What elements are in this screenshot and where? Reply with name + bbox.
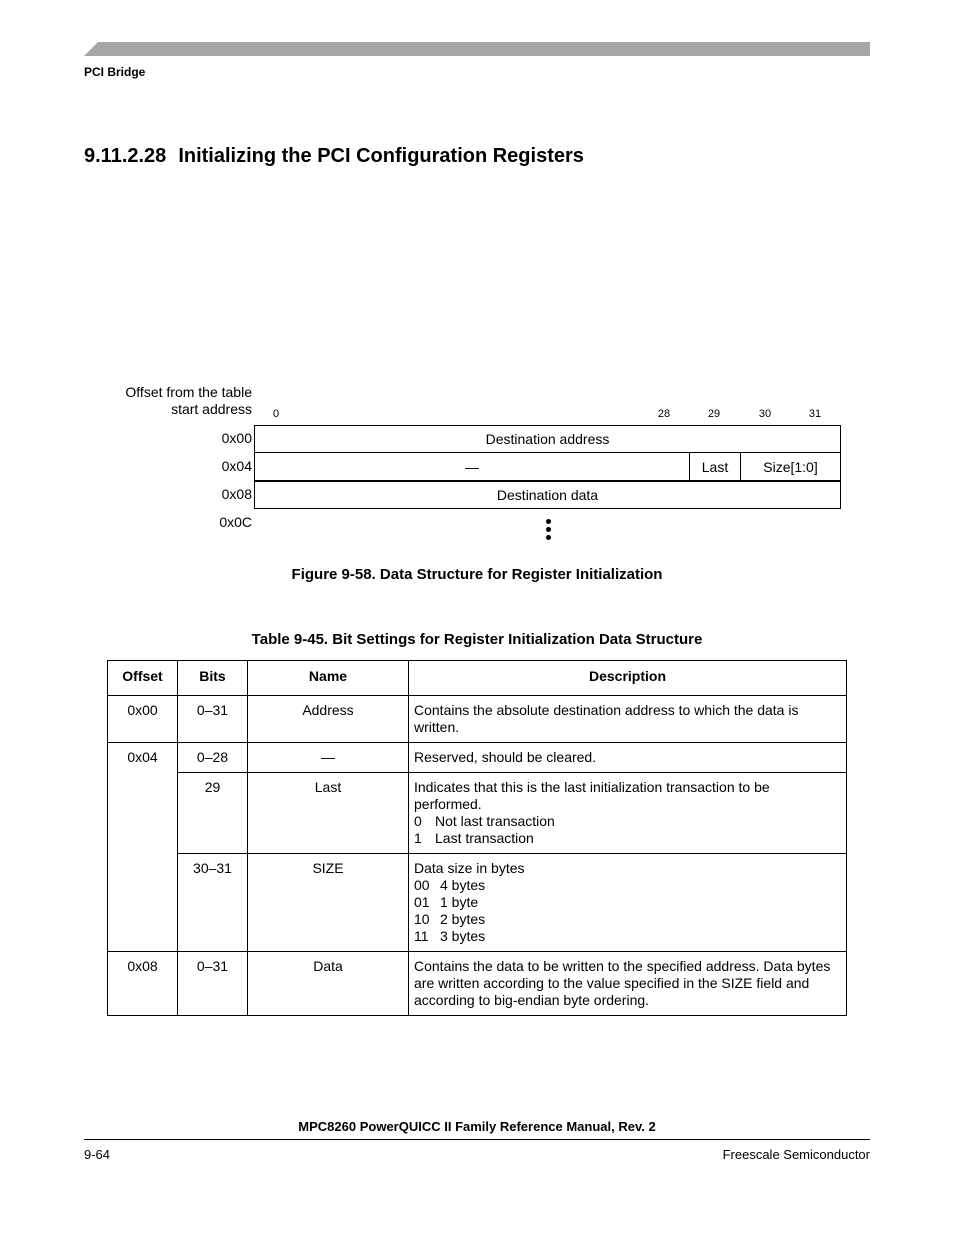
name-cell: Last	[248, 773, 409, 854]
register-field: Last	[690, 453, 741, 480]
bits-cell: 0–31	[178, 952, 248, 1016]
register-row-0x04	[254, 453, 841, 481]
footer-title: MPC8260 PowerQUICC II Family Reference Manual, Rev. 2	[298, 1119, 656, 1134]
table-row	[108, 952, 847, 1016]
bits-cell: 30–31	[178, 854, 248, 952]
offset-label: 0x08	[221, 486, 252, 502]
description-cell	[409, 773, 847, 854]
name-cell: Data	[248, 952, 409, 1016]
description-cell	[409, 854, 847, 952]
bits-cell: 29	[178, 773, 248, 854]
table-row	[108, 854, 847, 952]
section-heading	[84, 145, 584, 168]
column-header: Name	[248, 661, 409, 696]
description-cell: Contains the absolute destination address to which the data is written.	[409, 696, 847, 743]
bit-number-0: 0	[272, 408, 280, 420]
encoding-code: 1	[414, 830, 422, 846]
encoding-meaning: 4 bytes	[440, 877, 486, 893]
header-bar	[84, 42, 870, 56]
name-cell: —	[248, 743, 409, 773]
footer-divider	[84, 1139, 870, 1140]
encoding-meaning: 3 bytes	[440, 928, 486, 944]
bits-cell: 0–28	[178, 743, 248, 773]
table-row	[108, 773, 847, 854]
section-label: PCI Bridge	[84, 65, 146, 79]
bit-settings-table	[107, 660, 847, 1016]
table-header-row	[108, 661, 847, 696]
page-number: 9-64	[84, 1147, 111, 1162]
bit-number-28: 28	[657, 408, 671, 420]
register-field: —	[255, 453, 690, 480]
encoding-meaning: Last transaction	[435, 830, 534, 846]
offset-cell: 0x00	[108, 696, 178, 743]
bit-number-29: 29	[707, 408, 721, 420]
encoding-code: 00	[414, 877, 430, 893]
offset-caption	[100, 384, 252, 418]
table-caption: Table 9-45. Bit Settings for Register Initialization Data Structure	[251, 631, 703, 648]
bit-number-30: 30	[758, 408, 772, 420]
description-text: Data size in bytes	[414, 860, 525, 876]
table-row	[108, 696, 847, 743]
register-row-0x00	[254, 425, 841, 453]
encoding-item	[414, 877, 841, 894]
section-title: Initializing the PCI Configuration Registers	[178, 145, 584, 167]
bit-number-31: 31	[808, 408, 822, 420]
description-cell: Reserved, should be cleared.	[409, 743, 847, 773]
encoding-code: 01	[414, 894, 430, 910]
column-header: Bits	[178, 661, 248, 696]
encoding-code: 10	[414, 911, 430, 927]
column-header: Description	[409, 661, 847, 696]
table-row	[108, 743, 847, 773]
offset-label: 0x0C	[219, 514, 252, 530]
encoding-item	[414, 928, 841, 945]
bits-cell: 0–31	[178, 696, 248, 743]
offset-cell: 0x08	[108, 952, 178, 1016]
encoding-item	[414, 813, 841, 830]
offset-cell: 0x04	[108, 743, 178, 952]
offset-label: 0x04	[221, 458, 252, 474]
encoding-meaning: 1 byte	[440, 894, 479, 910]
encoding-meaning: 2 bytes	[440, 911, 486, 927]
description-text: Indicates that this is the last initialization transaction to be performed.	[414, 779, 770, 812]
company-name: Freescale Semiconductor	[722, 1147, 870, 1162]
offset-label: 0x00	[221, 430, 252, 446]
offset-caption-line2: start address	[171, 401, 252, 417]
encoding-item	[414, 830, 841, 847]
name-cell: Address	[248, 696, 409, 743]
register-field: Size[1:0]	[763, 458, 818, 475]
name-cell: SIZE	[248, 854, 409, 952]
section-number: 9.11.2.28	[84, 145, 167, 167]
register-field: Destination data	[496, 487, 599, 503]
encoding-code: 11	[414, 928, 429, 944]
vertical-ellipsis-icon	[544, 519, 552, 543]
figure-caption: Figure 9-58. Data Structure for Register Initialization	[291, 566, 663, 583]
encoding-item	[414, 894, 841, 911]
encoding-item	[414, 911, 841, 928]
encoding-code: 0	[414, 813, 422, 829]
column-header: Offset	[108, 661, 178, 696]
offset-caption-line1: Offset from the table	[125, 384, 252, 400]
description-cell: Contains the data to be written to the specified address. Data bytes are written according to the value specified in the SIZE field and according to big-endian byte ordering.	[409, 952, 847, 1016]
register-field: Destination address	[485, 431, 610, 447]
register-row-0x08	[254, 481, 841, 509]
encoding-meaning: Not last transaction	[435, 813, 555, 829]
